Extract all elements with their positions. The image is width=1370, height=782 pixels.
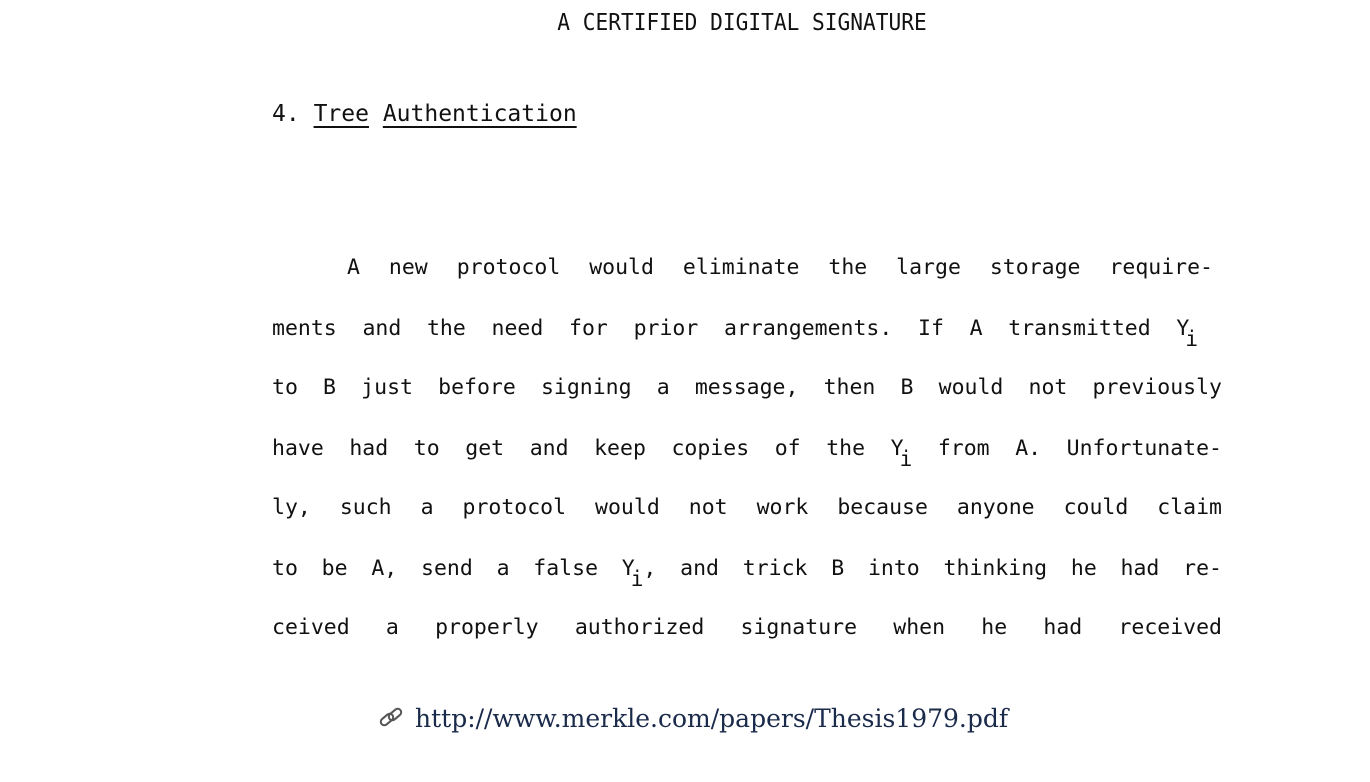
paragraph-line-2-text: ments and the need for prior arrangements. If A transmitted Y (272, 316, 1190, 341)
paragraph-line-4 (272, 434, 1222, 471)
paragraph-line-4-after: from A. Unfortunate- (912, 436, 1222, 461)
paragraph-line-5: ly, such a protocol would not work because anyone could claim (272, 495, 1222, 520)
subscript-i: i (899, 447, 913, 471)
source-link[interactable] (377, 704, 1008, 733)
paragraph-line-4-before: have had to get and keep copies of the Y (272, 436, 904, 461)
source-url[interactable]: http://www.merkle.com/papers/Thesis1979.pdf (415, 704, 1009, 733)
link-icon (377, 705, 407, 731)
paragraph-line-6-before: to be A, send a false Y (272, 556, 635, 581)
paragraph-line-7: ceived a properly authorized signature when he had received (272, 615, 1222, 640)
section-number: 4. (272, 101, 300, 127)
section-title-word-tree: Tree (313, 101, 369, 127)
section-title-word-authentication: Authentication (382, 101, 577, 127)
paragraph-line-2 (272, 314, 1198, 351)
subscript-i: i (1185, 327, 1198, 351)
subscript-i: i (630, 567, 644, 591)
paragraph-line-6 (272, 554, 1222, 591)
page-title: A CERTIFIED DIGITAL SIGNATURE (557, 10, 927, 36)
paragraph-line-6-after: , and trick B into thinking he had re- (643, 556, 1222, 581)
section-heading (272, 101, 577, 127)
paragraph-line-1: A new protocol would eliminate the large storage require- (347, 255, 1213, 280)
paragraph-line-3: to B just before signing a message, then B would not previously (272, 375, 1222, 400)
